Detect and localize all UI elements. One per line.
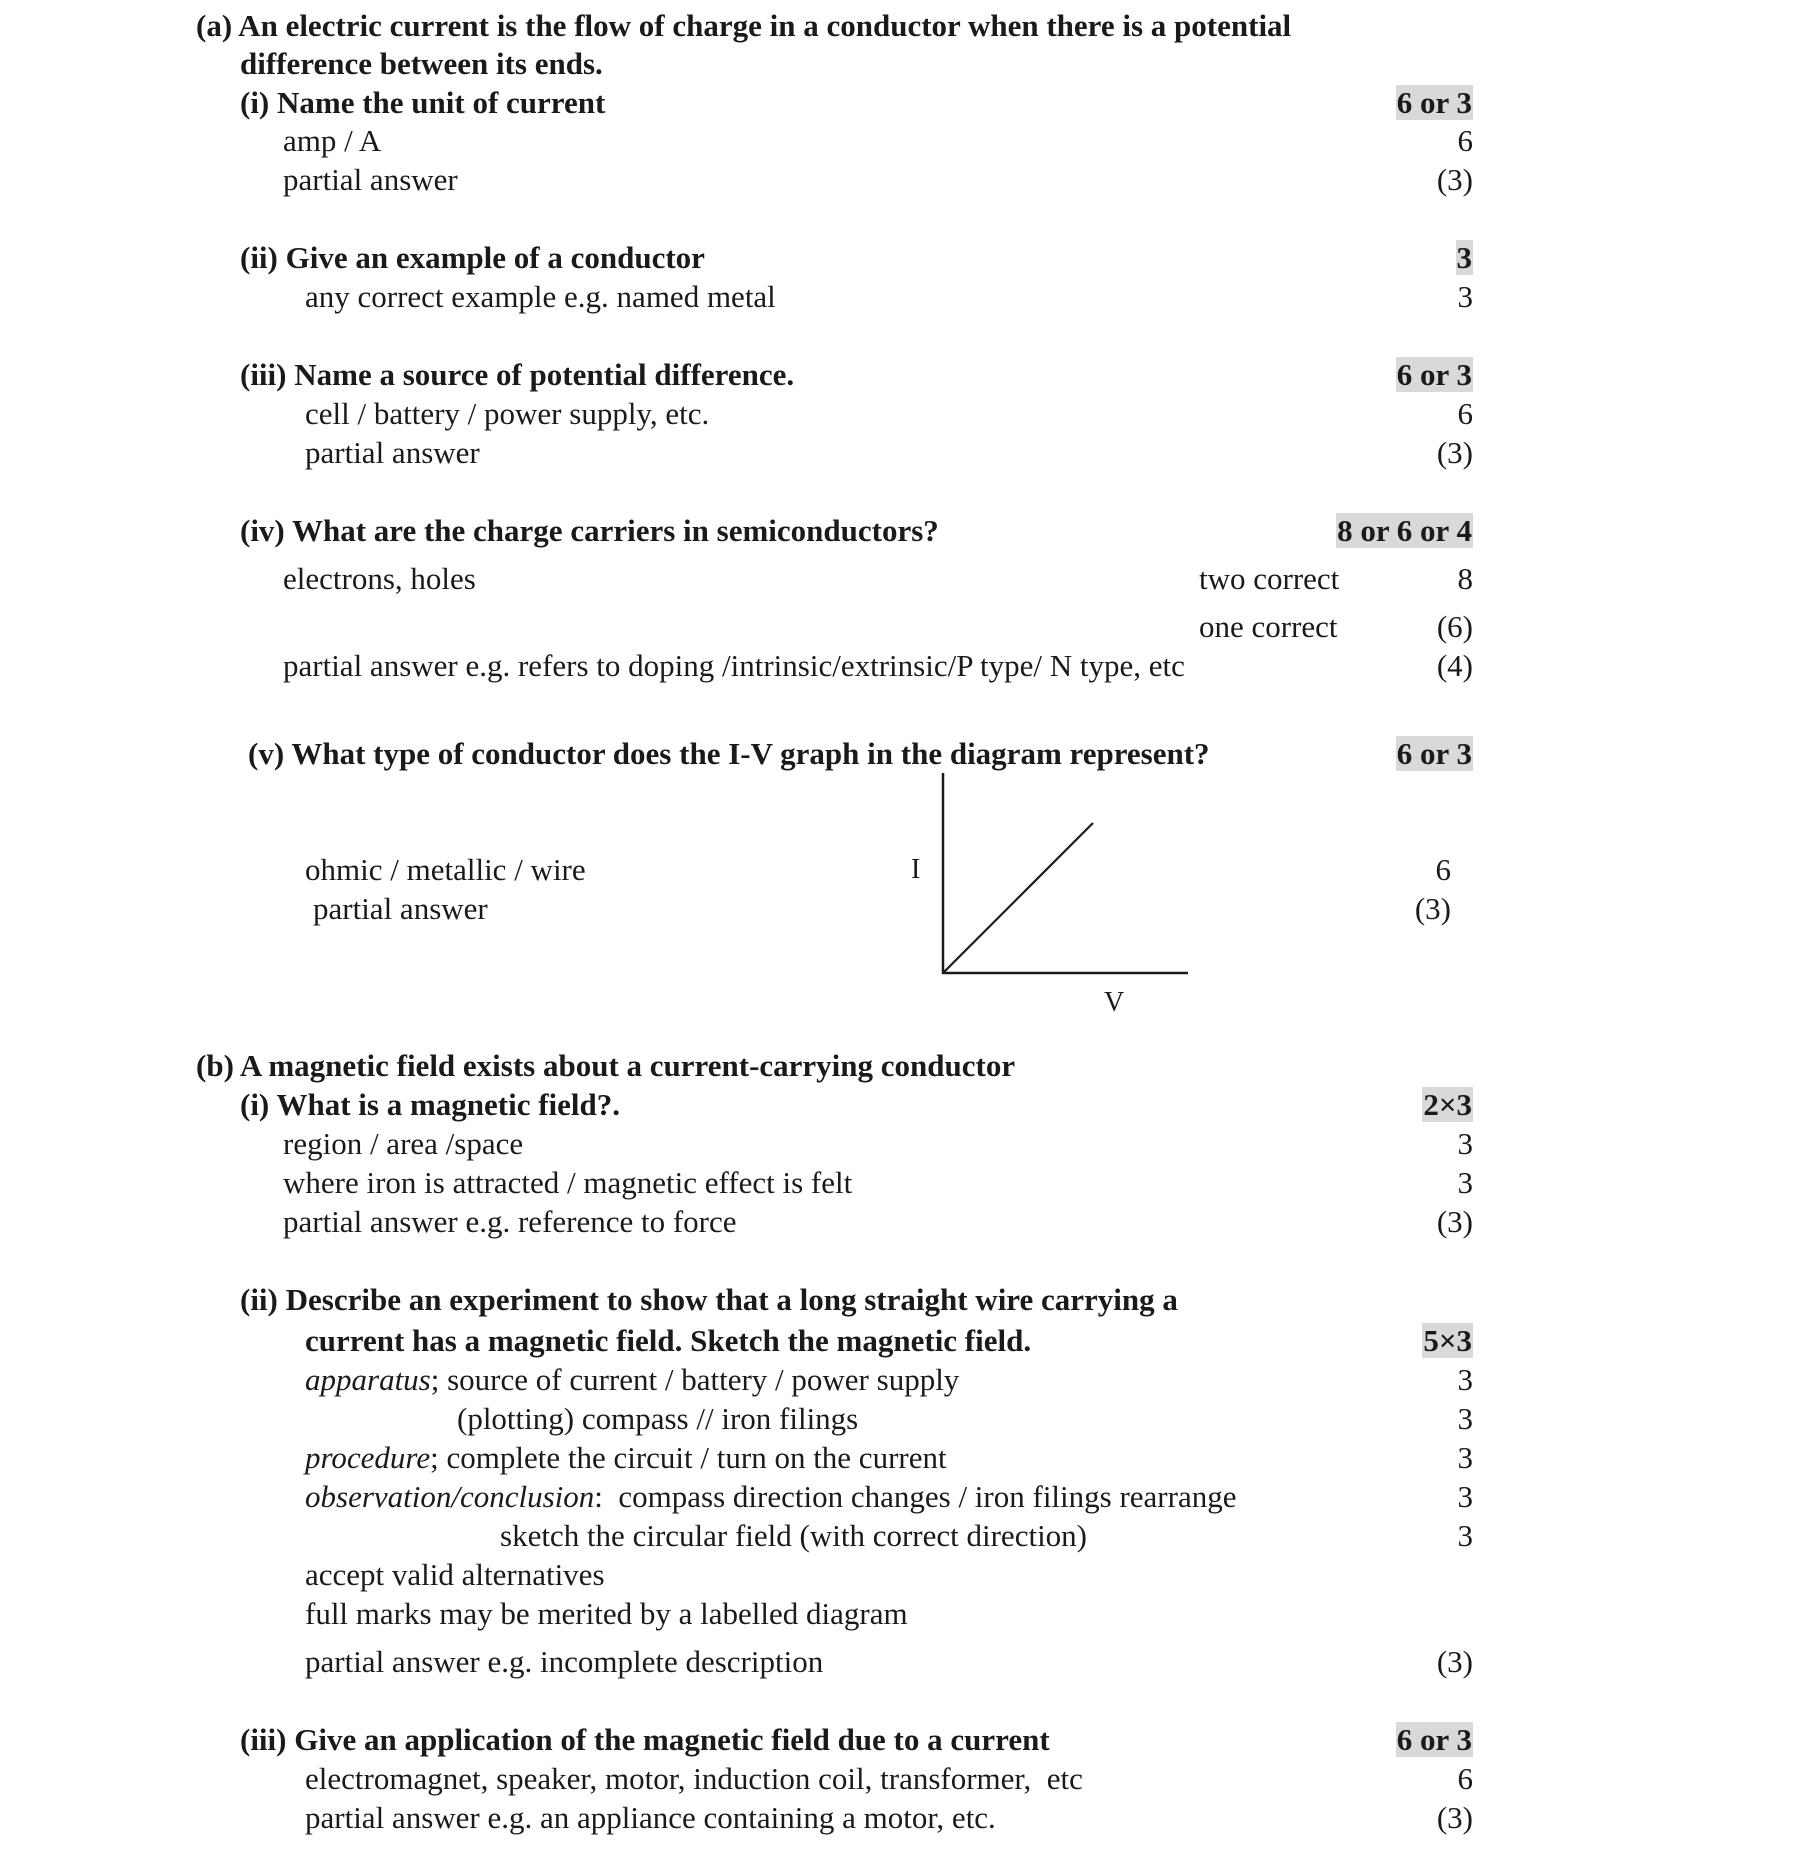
question-a-iii: (iii) Name a source of potential difference. [240, 357, 795, 392]
part-b-stem: (b) A magnetic field exists about a current-carrying conductor [196, 1048, 1016, 1083]
label-procedure: procedure [305, 1440, 431, 1475]
answer-b-i-3: partial answer e.g. reference to force [283, 1204, 737, 1239]
marks-badge-a-v [1396, 736, 1473, 772]
question-b-ii-line2: current has a magnetic field. Sketch the magnetic field. [305, 1323, 1032, 1358]
note-accept-alternatives: accept valid alternatives [305, 1557, 605, 1592]
mark-a-iv-1: 8 [1457, 561, 1473, 596]
mark-b-i-3: (3) [1436, 1204, 1473, 1239]
mark-a-ii-1: 3 [1457, 279, 1473, 314]
answer-b-ii-sketch: sketch the circular field (with correct direction) [500, 1518, 1088, 1553]
marks-badge-b-i [1422, 1087, 1473, 1123]
iv-graph-svg [900, 760, 1220, 1030]
answer-a-v-2: partial answer [313, 891, 488, 926]
answer-b-ii-observation [305, 1479, 1236, 1515]
question-b-ii-line1: (ii) Describe an experiment to show that a long straight wire carrying a [240, 1282, 1178, 1317]
answer-a-v-1: ohmic / metallic / wire [305, 852, 586, 887]
condition-two-correct: two correct [1199, 561, 1340, 596]
mark-b-iii-2: (3) [1436, 1800, 1473, 1835]
marks-highlight: 6 or 3 [1396, 1722, 1472, 1757]
marks-badge-a-i [1396, 85, 1473, 121]
mark-a-iv-2: (6) [1436, 609, 1473, 644]
mark-b-ii-5: 3 [1457, 1518, 1473, 1553]
marks-highlight: 8 or 6 or 4 [1337, 513, 1472, 548]
answer-b-ii-compass: (plotting) compass // iron filings [457, 1401, 859, 1436]
marks-badge-b-iii [1396, 1722, 1473, 1758]
answer-a-iv-1: electrons, holes [283, 561, 476, 596]
mark-b-ii-3: 3 [1457, 1440, 1473, 1475]
mark-a-v-2: (3) [1414, 891, 1451, 926]
iv-graph [900, 760, 1220, 1030]
marks-badge-b-ii [1422, 1323, 1473, 1359]
question-b-iii: (iii) Give an application of the magnetic field due to a current [240, 1722, 1050, 1757]
part-a-stem-line1: (a) An electric current is the flow of charge in a conductor when there is a potential [196, 8, 1292, 43]
question-b-i: (i) What is a magnetic field?. [240, 1087, 621, 1122]
mark-b-ii-4: 3 [1457, 1479, 1473, 1514]
marks-badge-a-ii [1456, 240, 1474, 276]
answer-a-iii-1: cell / battery / power supply, etc. [305, 396, 710, 431]
answer-text: ; source of current / battery / power supply [430, 1362, 960, 1397]
answer-a-i-1: amp / A [283, 123, 382, 158]
marks-highlight: 2×3 [1423, 1087, 1472, 1122]
answer-b-ii-partial: partial answer e.g. incomplete description [305, 1644, 824, 1679]
answer-b-iii-1: electromagnet, speaker, motor, induction coil, transformer, etc [305, 1761, 1083, 1796]
mark-a-i-2: (3) [1436, 162, 1473, 197]
answer-b-ii-procedure [305, 1440, 947, 1476]
mark-b-iii-1: 6 [1457, 1761, 1473, 1796]
mark-a-iv-3: (4) [1436, 648, 1473, 683]
mark-a-iii-2: (3) [1436, 435, 1473, 470]
answer-a-ii-1: any correct example e.g. named metal [305, 279, 776, 314]
x-axis-label: V [1104, 987, 1125, 1018]
question-a-iv: (iv) What are the charge carriers in semiconductors? [240, 513, 939, 548]
marks-highlight: 3 [1456, 240, 1472, 275]
marks-badge-a-iii [1396, 357, 1473, 393]
mark-b-ii-1: 3 [1457, 1362, 1473, 1397]
answer-a-iii-2: partial answer [305, 435, 480, 470]
mark-b-ii-2: 3 [1457, 1401, 1473, 1436]
mark-b-i-2: 3 [1457, 1165, 1473, 1200]
marks-highlight: 5×3 [1423, 1323, 1472, 1358]
marks-badge-a-iv [1336, 513, 1473, 549]
mark-a-iii-1: 6 [1457, 396, 1473, 431]
label-observation-conclusion: observation/conclusion [305, 1479, 595, 1514]
part-a-stem-line2: difference between its ends. [240, 46, 603, 81]
answer-a-i-2: partial answer [283, 162, 458, 197]
condition-one-correct: one correct [1199, 609, 1338, 644]
note-labelled-diagram: full marks may be merited by a labelled diagram [305, 1596, 908, 1631]
question-a-i: (i) Name the unit of current [240, 85, 606, 120]
marks-highlight: 6 or 3 [1396, 357, 1472, 392]
mark-a-i-1: 6 [1457, 123, 1473, 158]
y-axis-label: I [911, 854, 921, 885]
answer-text: ; complete the circuit / turn on the current [430, 1440, 947, 1475]
question-a-v: (v) What type of conductor does the I-V graph in the diagram represent? [248, 736, 1210, 771]
linear-plot-line [943, 823, 1093, 973]
answer-text: : compass direction changes / iron filings rearrange [594, 1479, 1237, 1514]
answer-a-iv-3: partial answer e.g. refers to doping /intrinsic/extrinsic/P type/ N type, etc [283, 648, 1185, 683]
mark-b-ii-partial: (3) [1436, 1644, 1473, 1679]
label-apparatus: apparatus [305, 1362, 431, 1397]
answer-b-ii-apparatus [305, 1362, 959, 1398]
mark-a-v-1: 6 [1435, 852, 1451, 887]
marks-highlight: 6 or 3 [1396, 736, 1472, 771]
answer-b-iii-2: partial answer e.g. an appliance containing a motor, etc. [305, 1800, 996, 1835]
answer-b-i-1: region / area /space [283, 1126, 524, 1161]
question-a-ii: (ii) Give an example of a conductor [240, 240, 705, 275]
mark-b-i-1: 3 [1457, 1126, 1473, 1161]
marks-highlight: 6 or 3 [1396, 85, 1472, 120]
answer-b-i-2: where iron is attracted / magnetic effect is felt [283, 1165, 853, 1200]
